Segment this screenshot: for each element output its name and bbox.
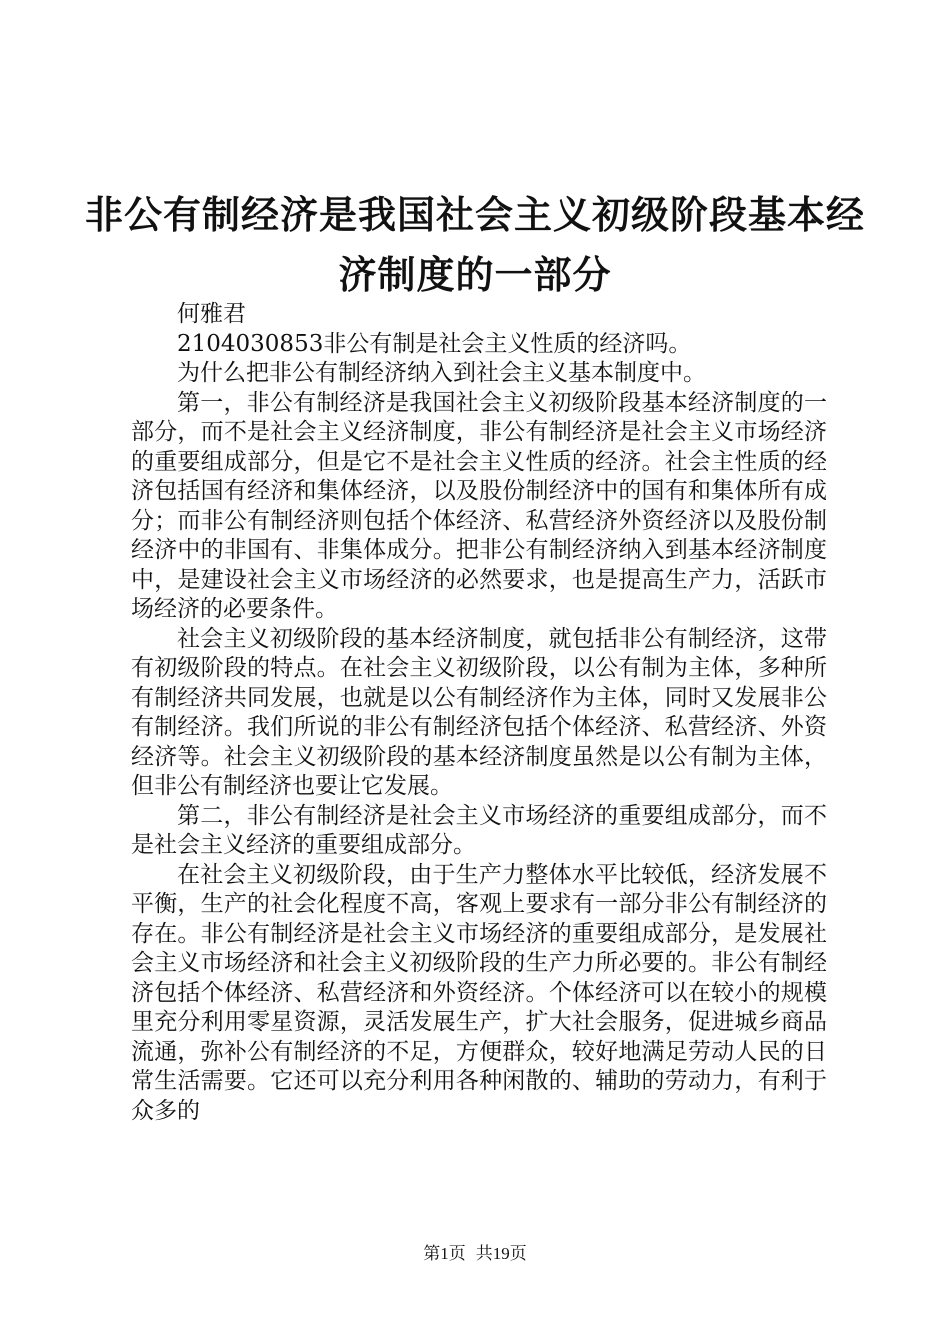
- paragraph: 第二，非公有制经济是社会主义市场经济的重要组成部分，而不是社会主义经济的重要组成部分。: [131, 802, 827, 858]
- paragraph: 在社会主义初级阶段，由于生产力整体水平比较低，经济发展不平衡，生产的社会化程度不高，客观上要求有一部分非公有制经济的存在。非公有制经济是社会主义市场经济的重要组成部分，是发展社会主义市场经济和社会主义初级阶段的生产力所必要的。非公有制经济包括个体经济、私营经济和外资经济。个体经济可以在较小的规模里充分利用零星资源，灵活发展生产，扩大社会服务，促进城乡商品流通，弥补公有制经济的不足，方便群众，较好地满足劳动人民的日常生活需要。它还可以充分利用各种闲散的、辅助的劳动力，有利于众多的: [131, 861, 827, 1124]
- paragraph: 2104030853非公有制是社会主义性质的经济吗。: [177, 330, 692, 357]
- paragraph: 社会主义初级阶段的基本经济制度，就包括非公有制经济，这带有初级阶段的特点。在社会主义初级阶段，以公有制为主体，多种所有制经济共同发展，也就是以公有制经济作为主体，同时又发展非公有制经济。我们所说的非公有制经济包括个体经济、私营经济、外资经济等。社会主义初级阶段的基本经济制度虽然是以公有制为主体，但非公有制经济也要让它发展。: [131, 625, 827, 799]
- page-number: 第1页: [423, 1244, 466, 1263]
- document-body: [131, 300, 827, 1126]
- page-footer: [0, 1243, 950, 1265]
- author-name: 何雅君: [177, 301, 246, 327]
- paragraph: 为什么把非公有制经济纳入到社会主义基本制度中。: [177, 360, 706, 386]
- document-title: 非公有制经济是我国社会主义初级阶段基本经济制度的一部分: [84, 192, 865, 297]
- page-total: 共19页: [475, 1244, 527, 1263]
- paragraph: 第一，非公有制经济是我国社会主义初级阶段基本经济制度的一部分，而不是社会主义经济制度，非公有制经济是社会主义市场经济的重要组成部分，但是它不是社会主义性质的经济。社会主性质的经济包括国有经济和集体经济，以及股份制经济中的国有和集体所有成分；而非公有制经济则包括个体经济、私营经济外资经济以及股份制经济中的非国有、非集体成分。把非公有制经济纳入到基本经济制度中，是建设社会主义市场经济的必然要求，也是提高生产力，活跃市场经济的必要条件。: [131, 389, 827, 622]
